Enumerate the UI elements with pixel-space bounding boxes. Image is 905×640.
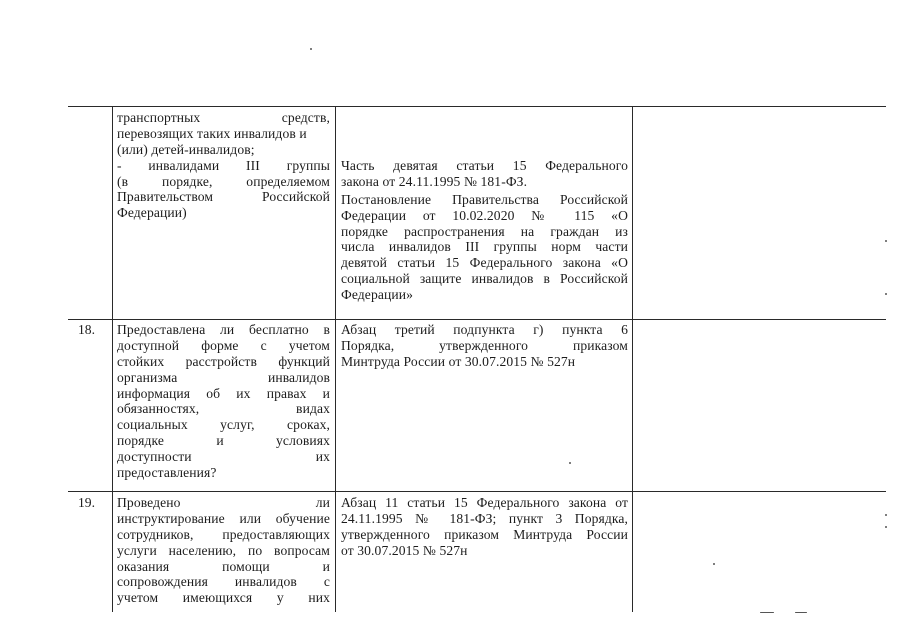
question-line: (в порядке, определяемом: [117, 173, 330, 189]
basis-line: Минтруда России от 30.07.2015 № 527н: [341, 353, 576, 369]
basis-line: Постановление Правительства Российской: [341, 191, 628, 207]
question-line: транспортных средств,: [117, 110, 330, 125]
scan-speck: [713, 563, 715, 565]
row-18-question: [117, 322, 330, 481]
question-line: стойких расстройств функций: [117, 353, 330, 369]
basis-line: Федерации»: [341, 287, 413, 303]
basis-line: утвержденного приказом Минтруда России: [341, 526, 628, 542]
basis-line: девятой статьи 15 Федерального закона «О: [341, 255, 628, 271]
question-line: порядке и условиях: [117, 433, 330, 449]
question-line: Правительством Российской: [117, 189, 330, 205]
basis-line: Абзац 11 статьи 15 Федерального закона от: [341, 495, 628, 510]
basis-line: от 30.07.2015 № 527н: [341, 542, 468, 558]
question-line: организма инвалидов: [117, 369, 330, 385]
scan-speck: [569, 462, 571, 464]
basis-line: 24.11.1995 № 181-ФЗ; пункт 3 Порядка,: [341, 510, 628, 526]
basis-line: Абзац третий подпункта г) пункта 6: [341, 322, 628, 337]
table-top-border: [68, 106, 886, 107]
scan-speck: [885, 240, 887, 242]
question-line: оказания помощи и: [117, 558, 330, 574]
question-line: перевозящих таких инвалидов и: [117, 125, 307, 141]
column-divider-basis: [632, 106, 633, 612]
question-line: информация об их правах и: [117, 385, 330, 401]
question-line: социальных услуг, сроках,: [117, 417, 330, 433]
column-divider-question: [335, 106, 336, 612]
row-continued-basis: [341, 158, 628, 303]
question-line: Предоставлена ли бесплатно в: [117, 322, 330, 337]
row-continued-question: [117, 110, 330, 221]
basis-line: Часть девятая статьи 15 Федерального: [341, 158, 628, 173]
basis-line: Порядка, утвержденного приказом: [341, 337, 628, 353]
column-divider-number: [112, 106, 113, 612]
question-line: предоставления?: [117, 465, 217, 481]
question-line: Федерации): [117, 205, 187, 221]
row-number: 19.: [78, 495, 95, 510]
question-line: - инвалидами III группы: [117, 157, 330, 173]
scan-speck: [760, 612, 774, 613]
question-line: доступности их: [117, 449, 330, 465]
basis-line: порядке распространения на граждан из: [341, 223, 628, 239]
row-18-basis: [341, 322, 628, 370]
question-line: услуги населению, по вопросам: [117, 542, 330, 558]
question-line: доступной форме с учетом: [117, 337, 330, 353]
row-number: 18.: [78, 322, 95, 337]
question-line: инструктирование или обучение: [117, 510, 330, 526]
scan-speck: [885, 526, 887, 528]
scan-speck: [310, 48, 312, 50]
basis-line: социальной защите инвалидов в Российской: [341, 271, 628, 287]
question-line: сотрудников, предоставляющих: [117, 526, 330, 542]
question-line: обязанностях, видах: [117, 401, 330, 417]
row-19-question: [117, 495, 330, 606]
row-19-basis: [341, 495, 628, 559]
basis-line: закона от 24.11.1995 № 181-ФЗ.: [341, 173, 528, 189]
question-line: (или) детей-инвалидов;: [117, 141, 255, 157]
question-line: Проведено ли: [117, 495, 330, 510]
basis-line: Федерации от 10.02.2020 № 115 «О: [341, 207, 628, 223]
scan-speck: [885, 514, 887, 516]
basis-line: числа инвалидов III группы норм части: [341, 239, 628, 255]
question-line: сопровождения инвалидов с: [117, 574, 330, 590]
row-separator-18: [68, 319, 886, 320]
row-separator-19: [68, 491, 886, 492]
scan-speck: [885, 293, 887, 295]
scan-speck: [795, 612, 807, 613]
question-line: учетом имеющихся у них: [117, 590, 330, 606]
